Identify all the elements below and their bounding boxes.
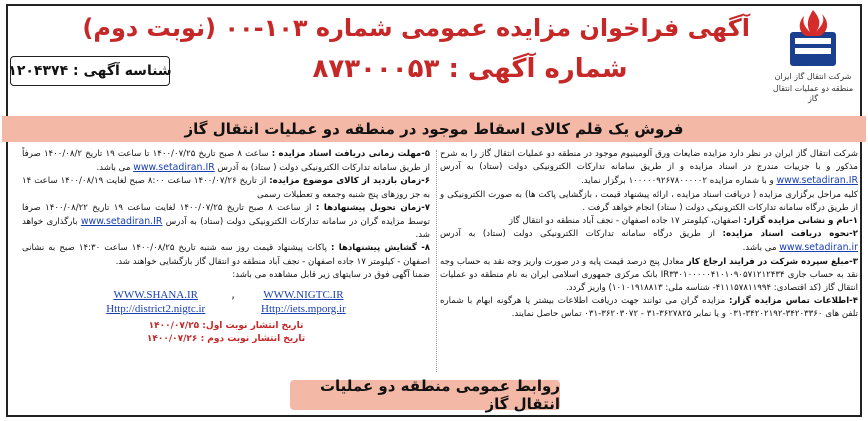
website-links: [22, 288, 430, 316]
nigc-flame-logo-icon: [786, 8, 840, 70]
shana-link[interactable]: WWW.SHANA.IR: [113, 289, 198, 302]
publish-date-first: تاریخ انتشار نوبت اول: ۱۴۰۰/۰۷/۲۵: [148, 321, 304, 332]
link-separator: ,: [231, 287, 236, 302]
setadiran-link[interactable]: www.setadiran.IR: [776, 175, 858, 187]
subject-banner: فروش یک قلم کالای اسقاط موجود در منطقه دو عملیات انتقال گاز: [2, 116, 866, 142]
footer-public-relations: روابط عمومی منطقه دو عملیات انتقال گاز: [290, 380, 560, 410]
section-6: ۶-زمان بازدید از کالای موضوع مزایده: از تاریخ ۱۴۰۰/۰۷/۲۶ ساعت ۸:۰۰ صبح لغایت ۱۴۰۰/۰۸/۱۹ ساعت ۱۴ به جز روزهای پنج شنبه وجمعه و تعطیلات رسمی: [22, 176, 430, 200]
setadiran-link-3[interactable]: www.setadiran.IR: [133, 162, 215, 174]
publish-date-second: تاریخ انتشار نوبت دوم : ۱۴۰۰/۰۷/۲۶: [146, 334, 306, 345]
section-2: ۲-نحوه دریافت اسناد مزایده: از طریق درگاه سامانه تدارکات الکترونیکی دولت (ستاد) به آدرس www.setadiran.ir می باشد.: [440, 229, 858, 254]
right-column: [440, 148, 858, 322]
section-8: ۸- گشایش پیشنهادها : پاکات پیشنهاد قیمت روز سه شنبه تاریخ ۱۴۰۰/۰۸/۲۵ ساعت ۱۴:۳۰ صبح به نشانی اصفهان - کیلومتر ۱۷ جاده اصفهان - نجف آباد منطقه دو انتقال گاز بازگشایی خواهند شد.: [22, 243, 431, 267]
company-logo: [768, 8, 858, 104]
page-title: آگهی فراخوان مزایده عمومی شماره ۱۰۳-۰۰ (نوبت دوم): [82, 14, 750, 42]
publish-dates: [22, 320, 430, 346]
logo-text-line2: منطقه دو عملیات انتقال گاز: [772, 84, 854, 103]
ad-id-badge: شناسه آگهی : ۱۲۰۴۳۷۴: [10, 56, 170, 86]
iets-link[interactable]: Http://iets.mporg.ir: [261, 303, 346, 316]
sites-note: ضمنا آگهی فوق در سایتهای زیر قابل مشاهده می باشد:: [232, 269, 430, 280]
links-col-shana: [106, 288, 205, 316]
section-3: ۳-مبلغ سپرده شرکت در فرایند ارجاع کار معادل پنج درصد قیمت پایه و در صورت واریز وجه نقد به حساب وجه نقد به حساب جاری IR۳۳۰۱۰۰۰۰۰۴۱۰۱۰۹۰۵۷۱۲۱۲۴۳۴ بانک مرکزی جمهوری اسلامی ایران به نام منطقه دو عملیات انتقال گاز (کد اقتصادی: ۴۱۱۱۵۷۸۱۱۹۹۴- شناسه ملی: ۱۰۱۰۱۹۱۸۸۱۳) واریز گردد.: [440, 256, 859, 294]
setadiran-link-2[interactable]: www.setadiran.ir: [779, 242, 858, 254]
intro-paragraph: شرکت انتقال گاز ایران در نظر دارد مزایده ضایعات ورق آلومینیوم موجود در منطقه دو عملیات انتقال گاز را به شرح مذکور و با جزییات مندرج در اسناد مزایده و از طریق سامانه تدارکات الکترونیکی دولت (ستاد) به آدرس www.setadiran.IR و با شماره مزایده ۱۰۰۰۰۰۹۲۶۷۸۰۰۰۰۰۲ برگزار نماید.: [440, 149, 858, 187]
left-column: [22, 148, 430, 346]
section-7: ۷-زمان تحویل پیشنهادها : از ساعت ۸ صبح تاریخ ۱۴۰۰/۰۷/۲۵ لغایت ساعت ۱۹ تاریخ ۱۴۰۰/۰۸/۲۲ صرفا توسط مزایده گران در سامانه تدارکات الکترونیکی دولت (ستاد) به آدرس www.setadiran.IR بارگذاری خواهد شد.: [22, 202, 431, 241]
nigtc-link[interactable]: WWW.NIGTC.IR: [263, 289, 344, 302]
column-divider: [436, 150, 437, 372]
setadiran-link-4[interactable]: www.setadiran.IR: [80, 216, 163, 228]
district2-link[interactable]: Http://district2.nigtc.ir: [106, 303, 206, 316]
logo-text-line1: شرکت انتقال گاز ایران: [774, 72, 852, 81]
section-1: ۱-نام و نشانی مزایده گزار: اصفهان، کیلومتر ۱۷ جاده اصفهان - نجف آباد منطقه دو انتقال گاز: [508, 216, 858, 227]
section-5: ۵-مهلت زمانی دریافت اسناد مزایده : ساعت ۸ صبح تاریخ ۱۴۰۰/۰۷/۲۵ تا ساعت ۱۹ تاریخ ۱۴۰۰/۰۸/۲ صرفاً از طریق سامانه تدارکات الکترونیکی دولت ( ستاد) به آدرس www.setadiran.IR می باشد.: [22, 149, 431, 174]
section-4: ۴-اطلاعات تماس مزایده گزار: مزایده گران می توانند جهت دریافت اطلاعات بیشتر یا هرگونه ابهام با شماره تلفن های ۳۴۲۰۳۳۶۰-۳۴۲۰۲۱۹۲-۰۳۱ و یا نمابر ۳۶۲۷۸۲۵-۳۱ - ۳۶۲۰۳۰۷۲-۰۳۱ تماس حاصل نمایند.: [440, 296, 858, 320]
process-paragraph: کلیه مراحل برگزاری مزایده ( دریافت اسناد مزایده ، ارائه پیشنهاد قیمت ، بازگشایی پاکت ها) به صورت الکترونیکی و از طریق درگاه سامانه تدارکات الکترونیکی دولت ( ستاد) انجام خواهد گرفت .: [440, 189, 858, 213]
links-col-nigtc: [261, 288, 346, 316]
ad-number: شماره آگهی : ۸۷۳۰۰۰۵۳: [312, 54, 628, 84]
